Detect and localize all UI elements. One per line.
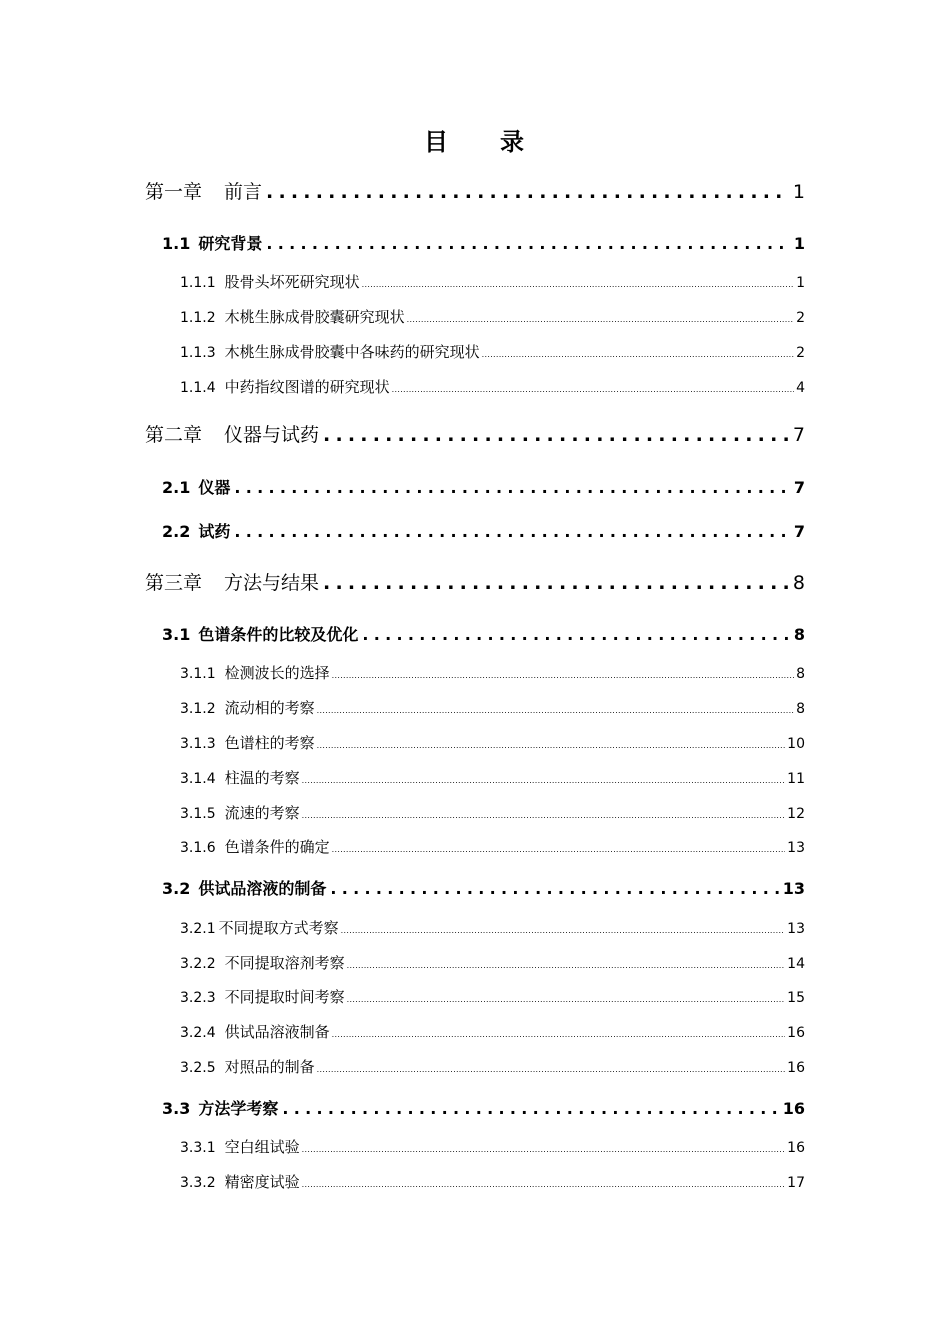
entry-page: 12 [787,806,805,822]
dot-leader [323,424,789,446]
entry-text: 色谱条件的确定 [224,838,330,856]
entry-text: 色谱柱的考察 [224,734,315,752]
entry-number: 第三章 [145,572,203,594]
dot-leader [234,478,790,497]
toc-subsection-3-2-3[interactable] [180,986,805,1007]
entry-text: 供试品溶液制备 [224,1023,330,1041]
entry-number: 3.1.4 [180,771,216,787]
toc-subsection-3-1-6[interactable] [180,836,805,857]
entry-number: 3.3.2 [180,1175,216,1191]
entry-number: 1.1.1 [180,275,216,291]
toc-subsection-3-2-1[interactable] [180,917,805,938]
dot-leader [302,1180,786,1189]
entry-text: 流动相的考察 [224,699,315,717]
entry-number: 3.1.5 [180,806,216,822]
dot-leader [341,926,786,935]
entry-text: 中药指纹图谱的研究现状 [224,378,390,396]
toc-subsection-3-1-1[interactable] [180,662,805,683]
entry-page: 4 [796,380,805,396]
entry-number: 2.1 [162,478,191,497]
entry-number: 2.2 [162,522,191,541]
entry-text: 供试品溶液的制备 [198,879,327,898]
entry-text: 前言 [224,181,263,203]
dot-leader [362,625,790,644]
entry-number: 1.1.2 [180,310,216,326]
page-title [0,122,950,157]
entry-text: 试药 [198,522,231,541]
entry-page: 1 [796,275,805,291]
entry-page: 16 [787,1140,805,1156]
entry-text: 方法与结果 [224,572,320,594]
entry-page: 7 [792,424,805,446]
entry-text: 空白组试验 [224,1138,300,1156]
entry-text: 色谱条件的比较及优化 [198,625,359,644]
entry-page: 14 [787,956,805,972]
entry-page: 15 [787,990,805,1006]
toc-subsection-3-2-4[interactable] [180,1021,805,1042]
entry-page: 17 [787,1175,805,1191]
entry-text: 仪器与试药 [224,424,320,446]
entry-text: 精密度试验 [224,1173,300,1191]
title-char-1: 目 [424,128,450,156]
entry-number: 3.2.3 [180,990,216,1006]
toc-chapter-2[interactable] [145,420,805,447]
entry-page: 2 [796,345,805,361]
entry-page: 8 [793,625,805,644]
entry-text: 检测波长的选择 [224,664,330,682]
dot-leader [317,706,794,715]
entry-number: 3.1.2 [180,701,216,717]
toc-subsection-1-1-2[interactable] [180,306,805,327]
toc-subsection-1-1-1[interactable] [180,271,805,292]
entry-text: 股骨头坏死研究现状 [224,273,360,291]
entry-page: 10 [787,736,805,752]
entry-number: 3.2.2 [180,956,216,972]
entry-number: 3.2 [162,879,191,898]
toc-subsection-1-1-3[interactable] [180,341,805,362]
dot-leader [330,879,778,898]
toc-subsection-3-3-2[interactable] [180,1171,805,1192]
toc-subsection-3-3-1[interactable] [180,1136,805,1157]
entry-text: 对照品的制备 [224,1058,315,1076]
entry-number: 3.2.5 [180,1060,216,1076]
dot-leader [302,776,786,785]
entry-number: 3.3 [162,1099,191,1118]
entry-text: 不同提取时间考察 [224,988,345,1006]
toc-section-2-2[interactable] [162,519,805,542]
entry-text: 不同提取溶剂考察 [224,954,345,972]
entry-number: 3.2.4 [180,1025,216,1041]
toc-section-2-1[interactable] [162,475,805,498]
dot-leader [332,671,794,680]
toc-subsection-1-1-4[interactable] [180,376,805,397]
entry-number: 3.3.1 [180,1140,216,1156]
dot-leader [332,845,786,854]
entry-number: 1.1.3 [180,345,216,361]
toc-subsection-3-1-3[interactable] [180,732,805,753]
dot-leader [317,1065,786,1074]
entry-number: 1.1 [162,234,191,253]
dot-leader [266,234,790,253]
entry-page: 1 [792,181,805,203]
entry-text: 柱温的考察 [224,769,300,787]
dot-leader [234,522,790,541]
dot-leader [302,1145,786,1154]
entry-page: 16 [787,1025,805,1041]
toc-subsection-3-2-2[interactable] [180,952,805,973]
toc-subsection-3-1-5[interactable] [180,802,805,823]
dot-leader [332,1030,786,1039]
entry-page: 11 [787,771,805,787]
entry-text: 木桃生脉成骨胶囊研究现状 [224,308,405,326]
entry-page: 8 [792,572,805,594]
entry-page: 7 [793,522,805,541]
entry-number: 3.1.1 [180,666,216,682]
dot-leader [407,315,794,324]
entry-text: 木桃生脉成骨胶囊中各味药的研究现状 [224,343,480,361]
entry-text: 方法学考察 [198,1099,279,1118]
entry-number: 1.1.4 [180,380,216,396]
toc-section-1-1[interactable] [162,231,805,254]
toc-section-3-2[interactable] [162,876,805,899]
title-char-2: 录 [500,128,526,156]
toc-chapter-3[interactable] [145,568,805,595]
dot-leader [392,385,794,394]
entry-number: 3.2.1 [180,921,216,937]
entry-page: 7 [793,478,805,497]
entry-text: 仪器 [198,478,231,497]
entry-page: 8 [796,666,805,682]
entry-number: 3.1.6 [180,840,216,856]
dot-leader [323,572,789,594]
entry-text: 研究背景 [198,234,263,253]
entry-page: 13 [787,921,805,937]
entry-text: 不同提取方式考察 [218,919,339,937]
toc-subsection-3-1-4[interactable] [180,767,805,788]
dot-leader [266,181,789,203]
entry-page: 16 [787,1060,805,1076]
dot-leader [347,961,786,970]
entry-page: 16 [782,1099,805,1118]
entry-number: 第一章 [145,181,203,203]
dot-leader [302,811,786,820]
toc-section-3-3[interactable] [162,1096,805,1119]
toc-section-3-1[interactable] [162,622,805,645]
entry-page: 8 [796,701,805,717]
entry-page: 1 [793,234,805,253]
dot-leader [317,741,786,750]
entry-number: 第二章 [145,424,203,446]
entry-page: 13 [787,840,805,856]
dot-leader [362,280,794,289]
entry-page: 2 [796,310,805,326]
dot-leader [282,1099,778,1118]
toc-subsection-3-1-2[interactable] [180,697,805,718]
dot-leader [347,995,786,1004]
toc-chapter-1[interactable] [145,177,805,204]
entry-number: 3.1 [162,625,191,644]
dot-leader [482,350,794,359]
entry-text: 流速的考察 [224,804,300,822]
entry-page: 13 [782,879,805,898]
toc-subsection-3-2-5[interactable] [180,1056,805,1077]
entry-number: 3.1.3 [180,736,216,752]
